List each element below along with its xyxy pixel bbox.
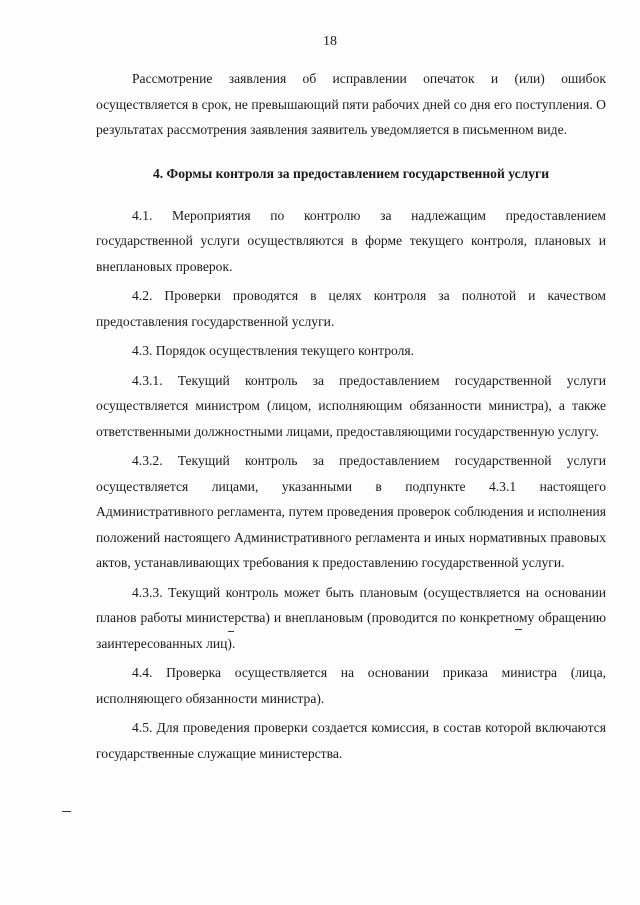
paragraph-4-3: 4.3. Порядок осуществления текущего контроля. [132, 343, 415, 358]
scan-mark [62, 811, 71, 812]
paragraph-4-3-3: 4.3.3. Текущий контроль может быть плановым (осуществляется на основании планов работы министерства) и внеплановым (проводится по конкретному обращению заинтересованных лиц). [96, 584, 606, 651]
paragraph-4-5: 4.5. Для проведения проверки создается комиссия, в состав которой включаются государственные служащие министерства. [96, 720, 606, 761]
section-title: 4. Формы контроля за предоставлением государственной услуги [152, 165, 550, 181]
scan-mark [228, 631, 234, 632]
intro-paragraph: Рассмотрение заявления об исправлении опечаток и (или) ошибок осуществляется в срок, не превышающий пяти рабочих дней со дня его поступления. О результатах рассмотрения заявления заявитель уведомляется в письменном виде. [96, 71, 606, 137]
paragraph-4-4: 4.4. Проверка осуществляется на основании приказа министра (лица, исполняющего обязанности министра). [96, 665, 606, 706]
paragraph-4-3-1: 4.3.1. Текущий контроль за предоставлением государственной услуги осуществляется министром (лицом, исполняющим обязанности министра), а также ответственными должностными лицами, предоставляющими государственную услугу. [96, 372, 606, 439]
scan-mark [515, 629, 522, 630]
paragraph-4-3-2: 4.3.2. Текущий контроль за предоставлением государственной услуги осуществляется лицами, указанными в подпункте 4.3.1 настоящего Административного регламента, путем проведения проверок соблюдения и исполнения положений настоящего Административного регламента и иных нормативных правовых актов, устанавливающих требования к предоставлению государственной услуги. [96, 453, 606, 570]
page-number: 18 [323, 34, 337, 49]
paragraph-4-1: 4.1. Мероприятия по контролю за надлежащим предоставлением государственной услуги осуществляются в форме текущего контроля, плановых и внеплановых проверок. [96, 207, 606, 274]
document-body [96, 66, 606, 770]
paragraph-4-2: 4.2. Проверки проводятся в целях контроля за полнотой и качеством предоставления государственной услуги. [96, 288, 606, 329]
